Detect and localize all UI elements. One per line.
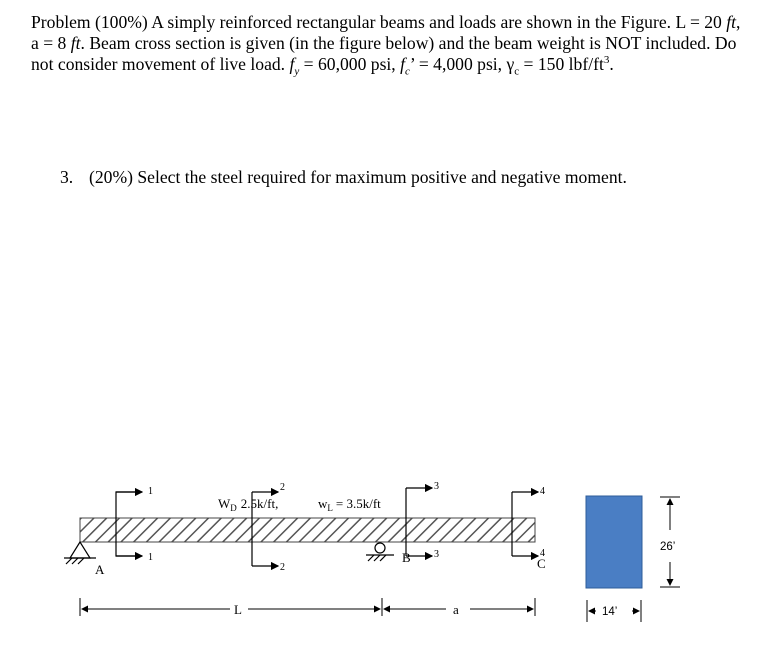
gamma-symbol: γ xyxy=(506,54,515,74)
dimension-a-label: a xyxy=(453,602,459,617)
dimension-l xyxy=(80,598,382,616)
support-b-roller xyxy=(366,543,394,561)
section-label-3-bottom: 3 xyxy=(434,549,439,560)
section-label-3-top: 3 xyxy=(434,481,439,492)
support-a-label: A xyxy=(95,562,105,577)
question-text: (20%) Select the steel required for maximum positive and negative moment. xyxy=(89,167,627,187)
question-number: 3. xyxy=(60,167,74,187)
fc-value: ’ = 4,000 psi, xyxy=(409,54,503,74)
support-b-label: B xyxy=(402,550,411,565)
section-label-1-bottom: 1 xyxy=(148,552,153,563)
gamma-value: = 150 lbf/ft xyxy=(519,54,604,74)
problem-lead: Problem (100%) A simply reinforced rectangular beams and loads are shown in the Figure. L = 20 xyxy=(31,12,722,32)
dimension-l-label: L xyxy=(234,602,242,617)
beam xyxy=(80,518,535,542)
fy-value: = 60,000 psi, xyxy=(299,54,396,74)
a-unit: ft xyxy=(70,33,81,53)
section-label-4-top: 4 xyxy=(540,486,545,497)
fy-symbol: f xyxy=(289,54,295,74)
support-a-pin xyxy=(64,542,96,564)
fc-subscript: c xyxy=(405,65,410,78)
section-label-2-bottom: 2 xyxy=(280,562,285,573)
problem-body: . Beam cross section is given (in the figure below) and the beam weight is NOT included. Do not consider movement of live load. xyxy=(31,33,737,74)
section-label-1-top: 1 xyxy=(148,486,153,497)
a-part: , a = 8 xyxy=(31,12,741,53)
section-width-label: 14’ xyxy=(602,606,618,618)
l-unit: ft xyxy=(726,12,737,32)
fy-subscript: y xyxy=(294,65,300,78)
section-label-4-bottom: 4 xyxy=(540,548,545,559)
gamma-subscript: c xyxy=(514,65,520,78)
cross-section xyxy=(586,496,642,588)
gamma-superscript: 3 xyxy=(603,54,610,67)
fc-symbol: f xyxy=(400,54,405,74)
section-label-2-top: 2 xyxy=(280,482,285,493)
dimension-a xyxy=(384,598,535,616)
section-height-label: 26’ xyxy=(660,541,676,553)
load-dead: $W_D$ 2.5k/ft, xyxy=(218,496,279,513)
support-c-label: C xyxy=(537,556,546,571)
load-live: $w_L = 3.5k/ft$ xyxy=(318,496,381,513)
gamma-end: . xyxy=(609,54,614,74)
